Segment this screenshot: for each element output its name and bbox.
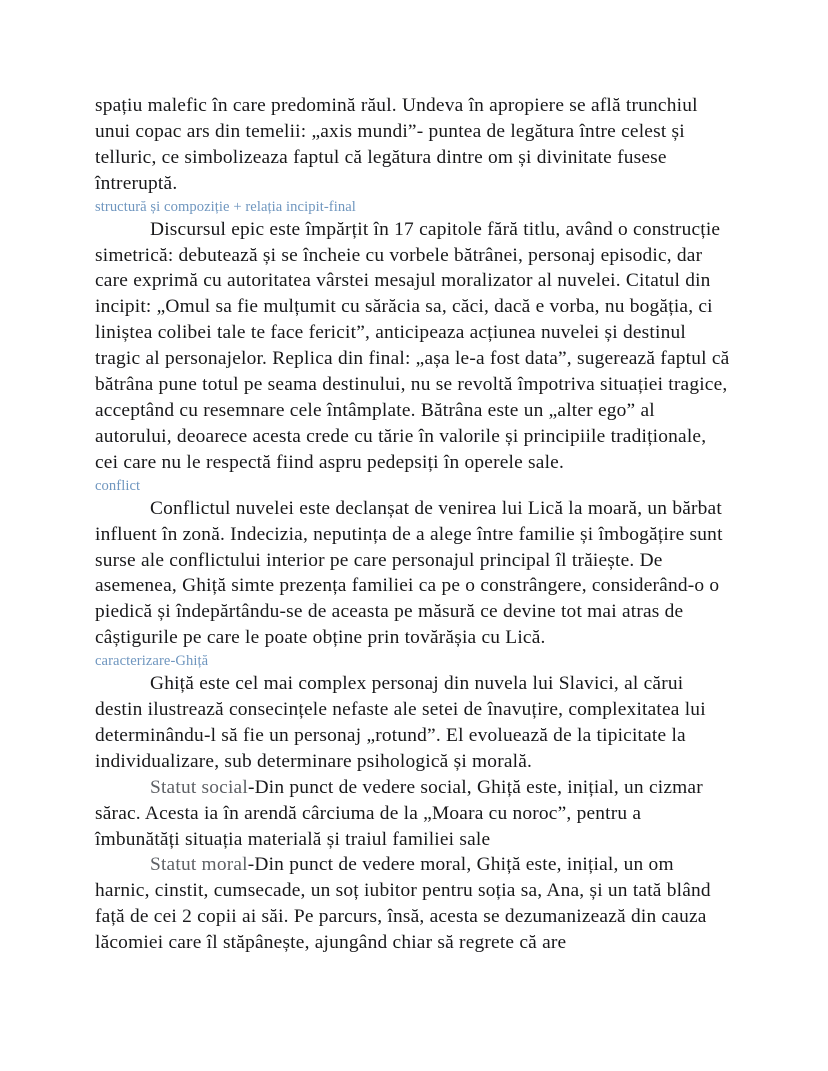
section-heading-conflict: conflict bbox=[95, 477, 141, 494]
paragraph-conflict: Conflictul nuvelei este declanșat de venirea lui Lică la moară, un bărbat influent în zonă. Indecizia, neputința de a alege între familie și îmbogățire sunt surse ale conflictului interior pe care personajul principal îl trăiește. De asemenea, Ghiță simte prezența familiei ca pe o constrângere, considerând-o o piedică și îndepărtându-se de aceasta pe măsură ce devine tot mai atras de câștigurile pe care le poate obține prin tovărășia cu Lică. bbox=[95, 497, 723, 649]
document-text-column bbox=[95, 93, 731, 956]
statut-moral-text: -Din punct de vedere moral, Ghiță este, inițial, un om harnic, cinstit, cumsecade, un soț iubitor pentru soția sa, Ana, și un tată blând față de cei 2 copii ai săi. Pe parcurs, însă, acesta se dezumanizează din cauza lăcomiei care îl stăpânește, ajungând chiar să regrete că are bbox=[95, 854, 711, 954]
paragraph-statut-social bbox=[95, 775, 731, 853]
section-heading-caracterizare-ghita: caracterizare-Ghiță bbox=[95, 653, 209, 670]
paragraph-discurs-epic: Discursul epic este împărțit în 17 capitole fără titlu, având o construcție simetrică: debutează și se încheie cu vorbele bătrânei, personaj episodic, dar care exprimă cu autoritatea vârstei mesajul moralizator al nuvelei. Citatul din incipit: „Omul sa fie mulțumit cu sărăcia sa, căci, dacă e vorba, nu bogăția, ci liniștea colibei tale te face fericit”, anticipeaza acțiunea nuvelei și destinul tragic al personajelor. Replica din final: „așa le-a fost data”, sugerează faptul că bătrâna pune totul pe seama destinului, nu se revoltă împotriva situației tragice, acceptând cu resemnare cele întâmplate. Bătrâna este un „alter ego” al autorului, deoarece acesta crede cu tărie în valorile și principiile tradiționale, cei care nu le respectă fiind aspru pedepsiți în operele sale. bbox=[95, 218, 730, 473]
paragraph-intro-space-malefic: spațiu malefic în care predomină răul. Undeva în apropiere se află trunchiul unui copac ars din temelii: „axis mundi”- puntea de legătura între celest și telluric, ce simbolizeaza faptul că legătura dintre om și divinitate fusese întreruptă. bbox=[95, 95, 698, 194]
statut-moral-label: Statut moral bbox=[150, 854, 248, 876]
paragraph-caracterizare-ghita: Ghiță este cel mai complex personaj din nuvela lui Slavici, al cărui destin ilustrează consecințele nefaste ale setei de înavuțire, complexitatea lui determinându-l să fie un personaj „rotund”. El evoluează de la tipicitate la individualizare, sub determinare psihologică și morală. bbox=[95, 673, 706, 772]
section-heading-structura-compozitie: structură și compoziție + relația incipit-final bbox=[95, 198, 356, 215]
paragraph-statut-moral bbox=[95, 852, 731, 956]
statut-social-text: -Din punct de vedere social, Ghiță este, inițial, un cizmar sărac. Acesta ia în arendă cârciuma de la „Moara cu noroc”, pentru a îmbunătăți situația materială și traiul familiei sale bbox=[95, 776, 703, 850]
statut-social-label: Statut social bbox=[150, 776, 248, 798]
